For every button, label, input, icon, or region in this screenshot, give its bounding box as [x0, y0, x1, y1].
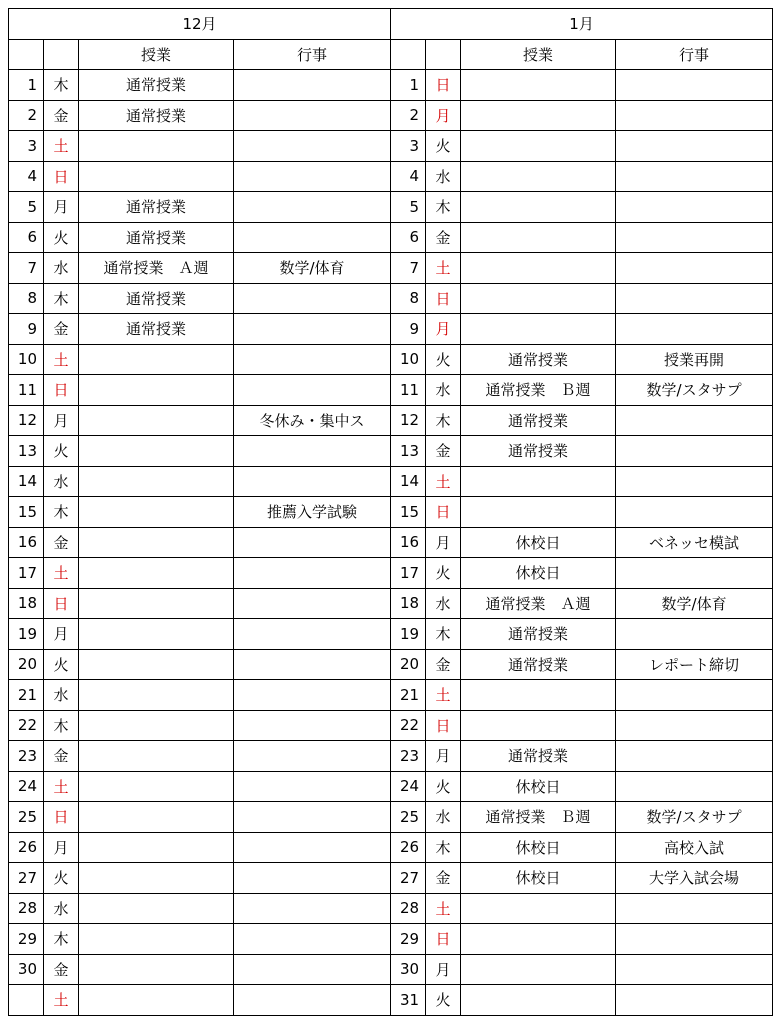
- table-row: [9, 985, 773, 1016]
- day-number-cell: 10: [9, 344, 44, 375]
- table-row: [9, 131, 773, 162]
- event-cell: [234, 863, 391, 894]
- table-row: [9, 649, 773, 680]
- header-classes: 授業: [79, 39, 234, 70]
- day-number-cell: 11: [9, 375, 44, 406]
- day-number-cell: 16: [391, 527, 426, 558]
- weekday-cell: 月: [44, 405, 79, 436]
- class-status-cell: [79, 375, 234, 406]
- class-status-cell: 休校日: [461, 771, 616, 802]
- weekday-cell: 水: [44, 893, 79, 924]
- class-status-cell: 休校日: [461, 832, 616, 863]
- weekday-cell: 木: [44, 283, 79, 314]
- day-number-cell: 12: [391, 405, 426, 436]
- class-status-cell: 通常授業: [461, 405, 616, 436]
- day-number-cell: 29: [391, 924, 426, 955]
- event-cell: [234, 131, 391, 162]
- event-cell: [234, 100, 391, 131]
- day-number-cell: 13: [391, 436, 426, 467]
- event-cell: [616, 710, 773, 741]
- class-status-cell: [461, 70, 616, 101]
- weekday-cell: 水: [426, 161, 461, 192]
- day-number-cell: 4: [391, 161, 426, 192]
- table-row: [9, 924, 773, 955]
- day-number-cell: 2: [9, 100, 44, 131]
- event-cell: [234, 771, 391, 802]
- day-number-cell: 25: [9, 802, 44, 833]
- event-cell: 高校入試: [616, 832, 773, 863]
- day-number-cell: 5: [391, 192, 426, 223]
- class-status-cell: [79, 131, 234, 162]
- day-number-cell: 23: [391, 741, 426, 772]
- day-number-cell: 6: [391, 222, 426, 253]
- event-cell: ベネッセ模試: [616, 527, 773, 558]
- weekday-cell: 水: [44, 680, 79, 711]
- event-cell: [616, 680, 773, 711]
- event-cell: [616, 619, 773, 650]
- class-status-cell: [461, 283, 616, 314]
- table-row: [9, 558, 773, 589]
- day-number-cell: 30: [9, 954, 44, 985]
- class-status-cell: [79, 680, 234, 711]
- event-cell: [616, 253, 773, 284]
- event-cell: [616, 558, 773, 589]
- weekday-cell: 木: [426, 192, 461, 223]
- class-status-cell: [461, 131, 616, 162]
- header-events: 行事: [616, 39, 773, 70]
- table-row: [9, 222, 773, 253]
- class-status-cell: [79, 527, 234, 558]
- event-cell: [616, 954, 773, 985]
- event-cell: [234, 588, 391, 619]
- event-cell: [616, 70, 773, 101]
- class-status-cell: [79, 466, 234, 497]
- table-row: [9, 283, 773, 314]
- weekday-cell: 月: [44, 832, 79, 863]
- event-cell: [616, 192, 773, 223]
- day-number-cell: 23: [9, 741, 44, 772]
- day-number-cell: 5: [9, 192, 44, 223]
- table-row: [9, 375, 773, 406]
- weekday-cell: 月: [426, 741, 461, 772]
- table-row: [9, 405, 773, 436]
- event-cell: [616, 100, 773, 131]
- weekday-cell: 土: [44, 131, 79, 162]
- class-status-cell: [79, 985, 234, 1016]
- class-status-cell: 通常授業: [461, 344, 616, 375]
- weekday-cell: 金: [426, 649, 461, 680]
- weekday-cell: 水: [426, 375, 461, 406]
- event-cell: [234, 985, 391, 1016]
- weekday-cell: 日: [426, 70, 461, 101]
- blank-header-cell: [9, 39, 44, 70]
- table-row: [9, 863, 773, 894]
- day-number-cell: 13: [9, 436, 44, 467]
- class-status-cell: [461, 253, 616, 284]
- table-row: [9, 436, 773, 467]
- weekday-cell: 土: [44, 344, 79, 375]
- day-number-cell: 20: [9, 649, 44, 680]
- weekday-cell: 金: [44, 741, 79, 772]
- event-cell: [234, 70, 391, 101]
- weekday-cell: 木: [426, 619, 461, 650]
- class-status-cell: 通常授業: [79, 314, 234, 345]
- event-cell: [234, 680, 391, 711]
- table-row: [9, 741, 773, 772]
- weekday-cell: 日: [44, 161, 79, 192]
- weekday-cell: 月: [426, 100, 461, 131]
- weekday-cell: 月: [426, 527, 461, 558]
- class-status-cell: [79, 924, 234, 955]
- class-status-cell: [79, 588, 234, 619]
- event-cell: [616, 893, 773, 924]
- event-cell: [616, 466, 773, 497]
- day-number-cell: 30: [391, 954, 426, 985]
- day-number-cell: 7: [9, 253, 44, 284]
- class-status-cell: [461, 497, 616, 528]
- table-row: [9, 497, 773, 528]
- blank-header-cell: [44, 39, 79, 70]
- day-number-cell: 8: [391, 283, 426, 314]
- class-status-cell: [79, 405, 234, 436]
- weekday-cell: 土: [426, 466, 461, 497]
- table-row: [9, 314, 773, 345]
- weekday-cell: 日: [44, 802, 79, 833]
- day-number-cell: 18: [391, 588, 426, 619]
- class-status-cell: 通常授業 Ａ週: [461, 588, 616, 619]
- class-status-cell: [461, 100, 616, 131]
- day-number-cell: 28: [9, 893, 44, 924]
- class-status-cell: [461, 466, 616, 497]
- day-number-cell: 22: [9, 710, 44, 741]
- day-number-cell: 16: [9, 527, 44, 558]
- weekday-cell: 日: [426, 924, 461, 955]
- event-cell: [234, 375, 391, 406]
- weekday-cell: 火: [426, 771, 461, 802]
- day-number-cell: 6: [9, 222, 44, 253]
- weekday-cell: 金: [44, 314, 79, 345]
- event-cell: [616, 741, 773, 772]
- class-status-cell: [79, 802, 234, 833]
- day-number-cell: 3: [391, 131, 426, 162]
- event-cell: 冬休み・集中ス: [234, 405, 391, 436]
- event-cell: [234, 802, 391, 833]
- event-cell: [234, 710, 391, 741]
- class-status-cell: [79, 619, 234, 650]
- weekday-cell: 土: [426, 253, 461, 284]
- event-cell: [234, 436, 391, 467]
- class-status-cell: 通常授業 Ｂ週: [461, 802, 616, 833]
- event-cell: 授業再開: [616, 344, 773, 375]
- event-cell: [234, 222, 391, 253]
- day-number-cell: 29: [9, 924, 44, 955]
- table-row: [9, 192, 773, 223]
- day-number-cell: 1: [9, 70, 44, 101]
- day-number-cell: 24: [9, 771, 44, 802]
- class-status-cell: [79, 741, 234, 772]
- class-status-cell: 休校日: [461, 863, 616, 894]
- event-cell: [234, 924, 391, 955]
- event-cell: 推薦入学試験: [234, 497, 391, 528]
- class-status-cell: [79, 436, 234, 467]
- weekday-cell: 月: [426, 954, 461, 985]
- weekday-cell: 木: [426, 832, 461, 863]
- day-number-cell: 2: [391, 100, 426, 131]
- day-number-cell: 9: [9, 314, 44, 345]
- weekday-cell: 月: [44, 192, 79, 223]
- weekday-cell: 土: [44, 771, 79, 802]
- class-status-cell: 休校日: [461, 558, 616, 589]
- month-title-january: 1月: [391, 9, 773, 40]
- day-number-cell: 11: [391, 375, 426, 406]
- class-status-cell: [79, 344, 234, 375]
- day-number-cell: 17: [391, 558, 426, 589]
- event-cell: 数学/体育: [234, 253, 391, 284]
- event-cell: [616, 924, 773, 955]
- class-status-cell: 通常授業: [79, 192, 234, 223]
- class-status-cell: 通常授業: [461, 436, 616, 467]
- day-number-cell: 26: [9, 832, 44, 863]
- column-header-row: [9, 39, 773, 70]
- day-number-cell: 25: [391, 802, 426, 833]
- weekday-cell: 木: [426, 405, 461, 436]
- weekday-cell: 日: [426, 497, 461, 528]
- day-number-cell: 19: [9, 619, 44, 650]
- event-cell: レポート締切: [616, 649, 773, 680]
- class-status-cell: [461, 192, 616, 223]
- table-row: [9, 710, 773, 741]
- blank-header-cell: [391, 39, 426, 70]
- event-cell: [234, 954, 391, 985]
- table-row: [9, 680, 773, 711]
- event-cell: [616, 985, 773, 1016]
- weekday-cell: 金: [44, 100, 79, 131]
- table-row: [9, 527, 773, 558]
- day-number-cell: 9: [391, 314, 426, 345]
- blank-header-cell: [426, 39, 461, 70]
- day-number-cell: 10: [391, 344, 426, 375]
- weekday-cell: 火: [426, 344, 461, 375]
- class-status-cell: 通常授業 Ａ週: [79, 253, 234, 284]
- event-cell: [234, 741, 391, 772]
- weekday-cell: 火: [44, 863, 79, 894]
- day-number-cell: 21: [9, 680, 44, 711]
- day-number-cell: 14: [391, 466, 426, 497]
- day-number-cell: 21: [391, 680, 426, 711]
- event-cell: 大学入試会場: [616, 863, 773, 894]
- event-cell: [616, 497, 773, 528]
- class-status-cell: 通常授業: [461, 649, 616, 680]
- table-row: [9, 70, 773, 101]
- event-cell: [616, 436, 773, 467]
- weekday-cell: 金: [426, 222, 461, 253]
- event-cell: [616, 222, 773, 253]
- weekday-cell: 金: [44, 527, 79, 558]
- table-row: [9, 588, 773, 619]
- day-number-cell: 31: [391, 985, 426, 1016]
- table-row: [9, 100, 773, 131]
- weekday-cell: 水: [44, 253, 79, 284]
- weekday-cell: 木: [44, 710, 79, 741]
- weekday-cell: 土: [426, 893, 461, 924]
- weekday-cell: 火: [44, 649, 79, 680]
- table-row: [9, 161, 773, 192]
- event-cell: [234, 527, 391, 558]
- day-number-cell: 27: [9, 863, 44, 894]
- class-status-cell: [79, 161, 234, 192]
- weekday-cell: 金: [426, 436, 461, 467]
- weekday-cell: 木: [44, 924, 79, 955]
- table-row: [9, 954, 773, 985]
- class-status-cell: [461, 954, 616, 985]
- weekday-cell: 水: [426, 588, 461, 619]
- class-status-cell: 通常授業: [461, 741, 616, 772]
- class-status-cell: 通常授業: [79, 70, 234, 101]
- table-row: [9, 771, 773, 802]
- event-cell: 数学/スタサプ: [616, 375, 773, 406]
- class-status-cell: [461, 985, 616, 1016]
- weekday-cell: 火: [44, 436, 79, 467]
- class-status-cell: 通常授業 Ｂ週: [461, 375, 616, 406]
- weekday-cell: 日: [426, 710, 461, 741]
- day-number-cell: 19: [391, 619, 426, 650]
- event-cell: [234, 314, 391, 345]
- class-status-cell: [79, 710, 234, 741]
- weekday-cell: 木: [44, 70, 79, 101]
- day-number-cell: [9, 985, 44, 1016]
- weekday-cell: 金: [426, 863, 461, 894]
- class-status-cell: [79, 771, 234, 802]
- event-cell: [234, 832, 391, 863]
- class-status-cell: 通常授業: [79, 283, 234, 314]
- day-number-cell: 18: [9, 588, 44, 619]
- day-number-cell: 20: [391, 649, 426, 680]
- class-status-cell: [461, 222, 616, 253]
- class-status-cell: [461, 314, 616, 345]
- class-status-cell: [79, 649, 234, 680]
- event-cell: [616, 771, 773, 802]
- weekday-cell: 水: [44, 466, 79, 497]
- day-number-cell: 17: [9, 558, 44, 589]
- day-number-cell: 14: [9, 466, 44, 497]
- event-cell: [616, 405, 773, 436]
- table-row: [9, 344, 773, 375]
- event-cell: [234, 893, 391, 924]
- weekday-cell: 火: [426, 558, 461, 589]
- table-row: [9, 619, 773, 650]
- table-row: [9, 832, 773, 863]
- weekday-cell: 火: [426, 131, 461, 162]
- day-number-cell: 22: [391, 710, 426, 741]
- event-cell: 数学/スタサプ: [616, 802, 773, 833]
- event-cell: [234, 344, 391, 375]
- event-cell: [234, 558, 391, 589]
- event-cell: [234, 649, 391, 680]
- class-status-cell: [79, 558, 234, 589]
- day-number-cell: 15: [391, 497, 426, 528]
- day-number-cell: 24: [391, 771, 426, 802]
- table-row: [9, 802, 773, 833]
- class-status-cell: 通常授業: [79, 100, 234, 131]
- day-number-cell: 12: [9, 405, 44, 436]
- day-number-cell: 3: [9, 131, 44, 162]
- header-events: 行事: [234, 39, 391, 70]
- header-classes: 授業: [461, 39, 616, 70]
- class-status-cell: [79, 954, 234, 985]
- class-status-cell: [79, 863, 234, 894]
- table-row: [9, 893, 773, 924]
- day-number-cell: 1: [391, 70, 426, 101]
- weekday-cell: 火: [426, 985, 461, 1016]
- event-cell: [616, 131, 773, 162]
- class-status-cell: 休校日: [461, 527, 616, 558]
- weekday-cell: 土: [426, 680, 461, 711]
- event-cell: [234, 466, 391, 497]
- weekday-cell: 日: [44, 375, 79, 406]
- day-number-cell: 4: [9, 161, 44, 192]
- schedule-table: [8, 8, 773, 1016]
- class-status-cell: [461, 710, 616, 741]
- weekday-cell: 木: [44, 497, 79, 528]
- month-title-december: 12月: [9, 9, 391, 40]
- day-number-cell: 8: [9, 283, 44, 314]
- event-cell: [616, 161, 773, 192]
- class-status-cell: [461, 680, 616, 711]
- class-status-cell: 通常授業: [461, 619, 616, 650]
- event-cell: [616, 283, 773, 314]
- table-row: [9, 466, 773, 497]
- day-number-cell: 7: [391, 253, 426, 284]
- weekday-cell: 土: [44, 985, 79, 1016]
- weekday-cell: 金: [44, 954, 79, 985]
- weekday-cell: 水: [426, 802, 461, 833]
- event-cell: [234, 619, 391, 650]
- day-number-cell: 28: [391, 893, 426, 924]
- weekday-cell: 土: [44, 558, 79, 589]
- event-cell: [234, 283, 391, 314]
- class-status-cell: 通常授業: [79, 222, 234, 253]
- class-status-cell: [79, 497, 234, 528]
- day-number-cell: 27: [391, 863, 426, 894]
- weekday-cell: 火: [44, 222, 79, 253]
- day-number-cell: 15: [9, 497, 44, 528]
- table-row: [9, 253, 773, 284]
- weekday-cell: 日: [426, 283, 461, 314]
- event-cell: [234, 161, 391, 192]
- class-status-cell: [79, 893, 234, 924]
- event-cell: [234, 192, 391, 223]
- class-status-cell: [461, 924, 616, 955]
- weekday-cell: 日: [44, 588, 79, 619]
- month-header-row: [9, 9, 773, 40]
- event-cell: [616, 314, 773, 345]
- class-status-cell: [461, 161, 616, 192]
- class-status-cell: [461, 893, 616, 924]
- day-number-cell: 26: [391, 832, 426, 863]
- class-status-cell: [79, 832, 234, 863]
- event-cell: 数学/体育: [616, 588, 773, 619]
- weekday-cell: 月: [426, 314, 461, 345]
- weekday-cell: 月: [44, 619, 79, 650]
